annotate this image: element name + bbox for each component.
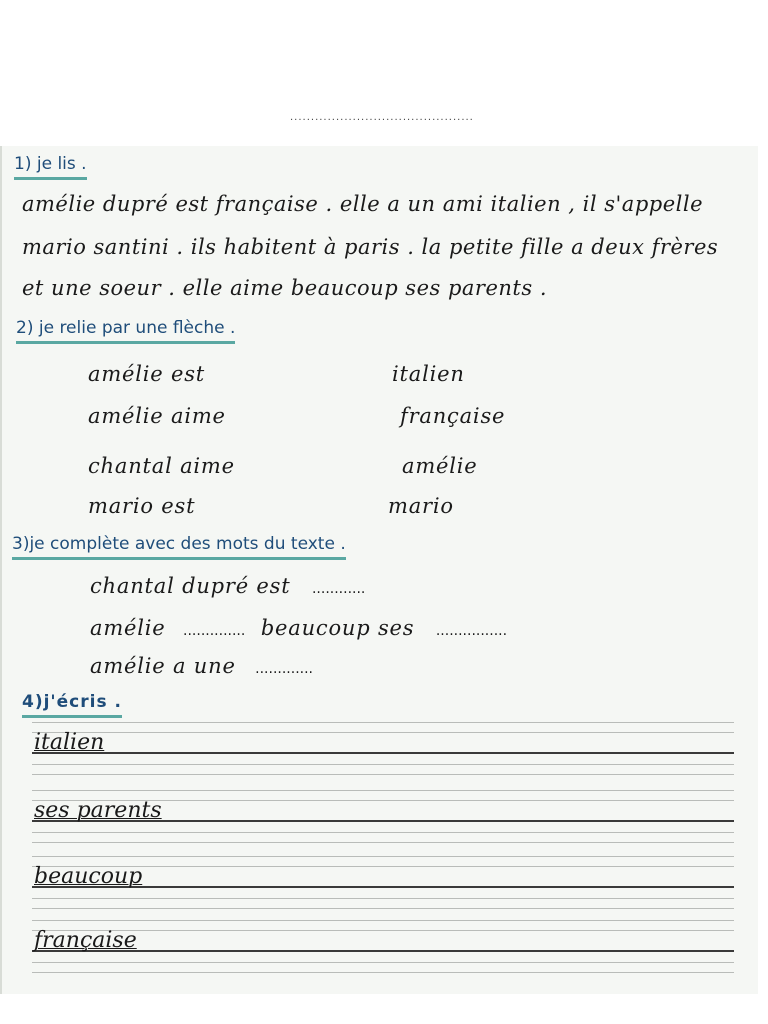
section-3-heading: 3)je complète avec des mots du texte . — [12, 534, 346, 560]
match-left-4[interactable]: mario est — [88, 494, 196, 518]
fill-blank-1[interactable]: ............ — [311, 581, 366, 597]
fill-line-2-text-b: beaucoup ses — [260, 616, 415, 640]
fill-blank-4[interactable]: ............. — [255, 661, 314, 677]
fill-line-2-text-a: amélie — [90, 616, 166, 640]
match-right-4[interactable]: mario — [388, 494, 454, 518]
match-left-1[interactable]: amélie est — [88, 362, 206, 386]
writing-row-2[interactable] — [32, 790, 734, 850]
reading-line-3: et une soeur . elle aime beaucoup ses parents . — [22, 276, 547, 300]
fill-line-3-text: amélie a une — [90, 654, 236, 678]
fill-line-3 — [90, 654, 313, 678]
model-word-4: française — [34, 928, 137, 953]
match-left-2[interactable]: amélie aime — [88, 404, 226, 428]
fill-line-2 — [90, 616, 507, 640]
match-left-3[interactable]: chantal aime — [88, 454, 235, 478]
model-word-2: ses parents — [34, 798, 162, 823]
match-right-2[interactable]: française — [400, 404, 506, 428]
writing-row-3[interactable] — [32, 856, 734, 916]
model-word-3: beaucoup — [34, 864, 143, 889]
match-right-3[interactable]: amélie — [402, 454, 478, 478]
section-4-heading: 4)j'écris . — [22, 692, 122, 718]
reading-line-1: amélie dupré est française . elle a un ami italien , il s'appelle — [22, 192, 703, 216]
model-word-1: italien — [34, 730, 105, 755]
reading-line-2: mario santini . ils habitent à paris . la petite fille a deux frères — [22, 235, 719, 259]
section-1-heading: 1) je lis . — [14, 154, 87, 180]
match-right-1[interactable]: italien — [392, 362, 465, 386]
writing-row-4[interactable] — [32, 920, 734, 982]
fill-line-1-text: chantal dupré est — [90, 574, 291, 598]
fill-blank-3[interactable]: ................ — [435, 623, 508, 639]
top-dotted-line: ............................................ — [290, 112, 474, 123]
fill-line-1 — [90, 574, 365, 598]
writing-row-1[interactable] — [32, 722, 734, 782]
section-2-heading: 2) je relie par une flèche . — [16, 318, 235, 344]
fill-blank-2[interactable]: .............. — [183, 623, 246, 639]
